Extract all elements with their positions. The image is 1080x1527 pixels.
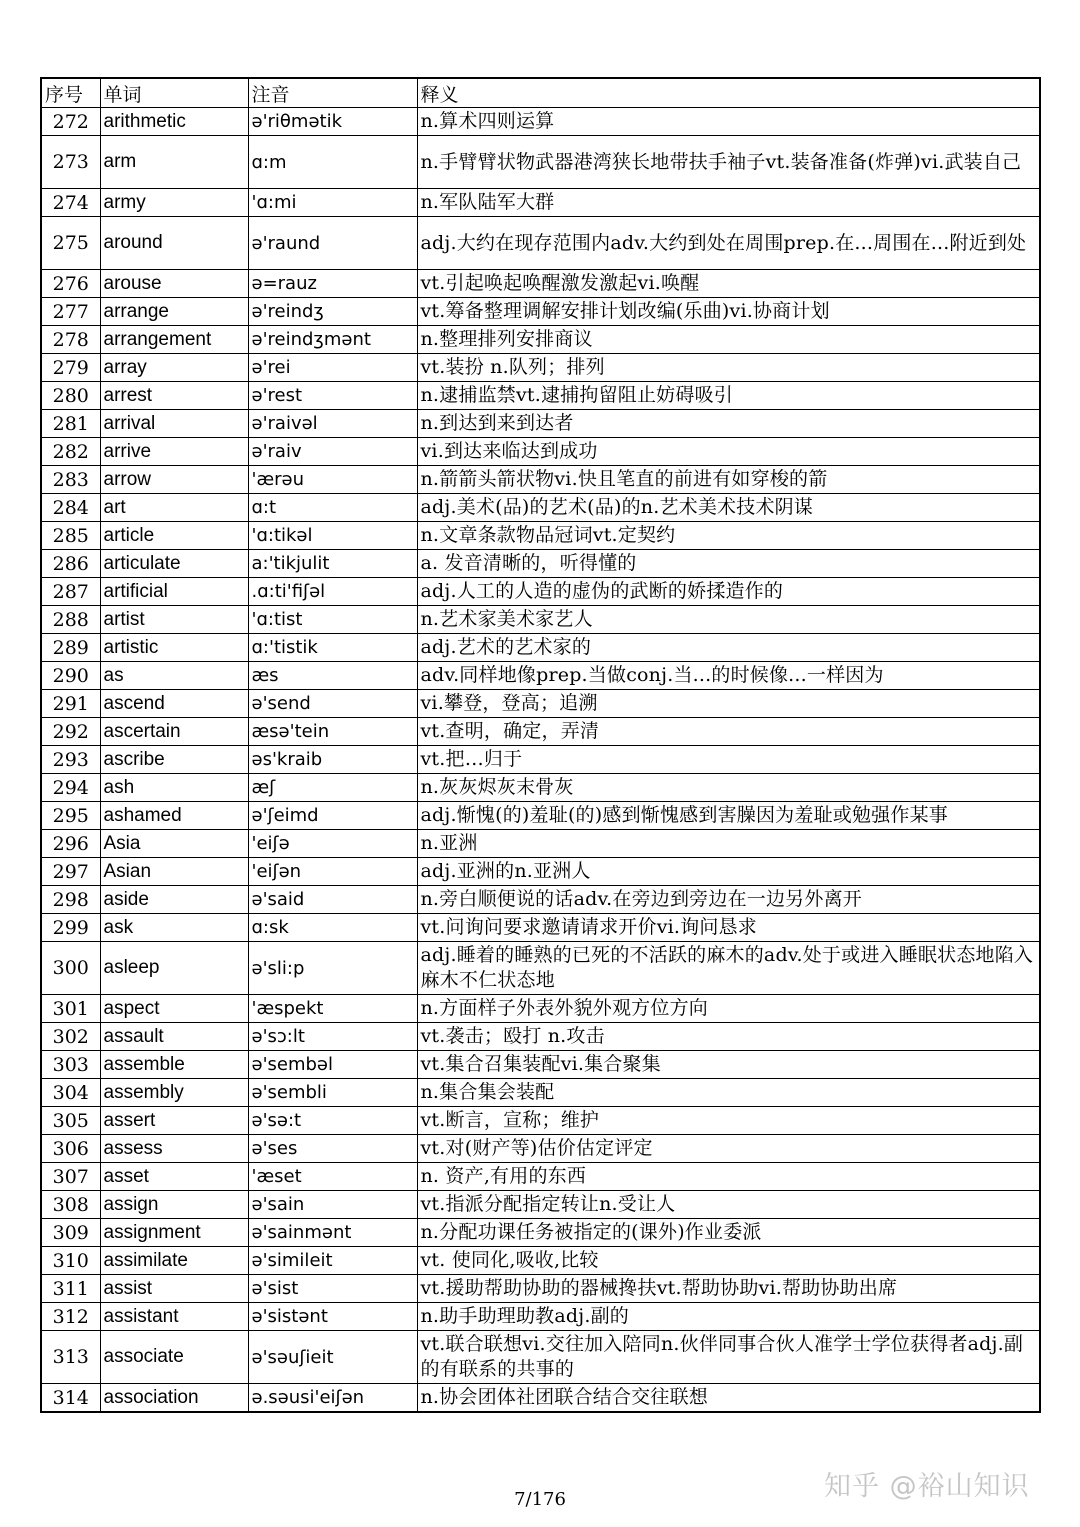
row-number: 272 (41, 108, 100, 136)
table-row (41, 410, 1040, 438)
row-number: 304 (41, 1079, 100, 1107)
row-phonetic: ə'səuʃieit (248, 1331, 417, 1384)
row-definition: vt.指派分配指定转让n.受让人 (417, 1191, 1040, 1219)
table-row (41, 1051, 1040, 1079)
table-row (41, 718, 1040, 746)
row-phonetic: 'eiʃə (248, 830, 417, 858)
row-word: ascribe (100, 746, 248, 774)
table-row (41, 189, 1040, 217)
table-row (41, 1191, 1040, 1219)
row-definition: n.艺术家美术家艺人 (417, 606, 1040, 634)
header-row (41, 78, 1040, 108)
table-row (41, 606, 1040, 634)
row-number: 274 (41, 189, 100, 217)
row-number: 303 (41, 1051, 100, 1079)
row-definition: n.逮捕监禁vt.逮捕拘留阻止妨碍吸引 (417, 382, 1040, 410)
row-definition: vt.筹备整理调解安排计划改编(乐曲)vi.协商计划 (417, 298, 1040, 326)
row-definition: n.亚洲 (417, 830, 1040, 858)
row-phonetic: ɑ:t (248, 494, 417, 522)
row-word: ascertain (100, 718, 248, 746)
table-row (41, 270, 1040, 298)
row-word: assess (100, 1135, 248, 1163)
row-number: 288 (41, 606, 100, 634)
row-word: ask (100, 914, 248, 942)
row-number: 310 (41, 1247, 100, 1275)
row-definition: vt.把…归于 (417, 746, 1040, 774)
row-number: 284 (41, 494, 100, 522)
row-phonetic: ə'reindʒ (248, 298, 417, 326)
table-row (41, 1247, 1040, 1275)
row-definition: vt.集合召集装配vi.集合聚集 (417, 1051, 1040, 1079)
watermark-text: 知乎 @裕山知识 (824, 1471, 1030, 1502)
row-phonetic: ə'raiv (248, 438, 417, 466)
row-number: 301 (41, 995, 100, 1023)
row-number: 292 (41, 718, 100, 746)
page-number: 7/176 (514, 1489, 566, 1510)
row-number: 282 (41, 438, 100, 466)
row-number: 293 (41, 746, 100, 774)
row-number: 287 (41, 578, 100, 606)
row-word: asset (100, 1163, 248, 1191)
row-number: 306 (41, 1135, 100, 1163)
row-word: ashamed (100, 802, 248, 830)
row-definition: vt.断言，宣称；维护 (417, 1107, 1040, 1135)
row-phonetic: ə'raund (248, 217, 417, 270)
row-word: assert (100, 1107, 248, 1135)
table-row (41, 942, 1040, 995)
table-row (41, 746, 1040, 774)
table-row (41, 550, 1040, 578)
table-row (41, 1303, 1040, 1331)
row-definition: vt.装扮 n.队列；排列 (417, 354, 1040, 382)
row-number: 309 (41, 1219, 100, 1247)
row-word: arrange (100, 298, 248, 326)
row-word: assembly (100, 1079, 248, 1107)
row-number: 311 (41, 1275, 100, 1303)
row-word: arrest (100, 382, 248, 410)
row-word: art (100, 494, 248, 522)
row-phonetic: ə'riθmətik (248, 108, 417, 136)
row-phonetic: ə'sistənt (248, 1303, 417, 1331)
row-word: array (100, 354, 248, 382)
table-body (41, 108, 1040, 1413)
row-phonetic: ə'said (248, 886, 417, 914)
row-word: assault (100, 1023, 248, 1051)
row-definition: vt. 使同化,吸收,比较 (417, 1247, 1040, 1275)
table-row (41, 578, 1040, 606)
header-number: 序号 (41, 78, 100, 108)
row-phonetic: ə'ʃeimd (248, 802, 417, 830)
row-word: assignment (100, 1219, 248, 1247)
row-number: 283 (41, 466, 100, 494)
row-definition: vt.问询问要求邀请请求开价vi.询问恳求 (417, 914, 1040, 942)
row-definition: adj.人工的人造的虚伪的武断的娇揉造作的 (417, 578, 1040, 606)
row-word: arrow (100, 466, 248, 494)
row-definition: n. 资产,有用的东西 (417, 1163, 1040, 1191)
row-phonetic: ə'simileit (248, 1247, 417, 1275)
row-number: 294 (41, 774, 100, 802)
table-row (41, 298, 1040, 326)
table-row (41, 1219, 1040, 1247)
row-definition: adv.同样地像prep.当做conj.当...的时候像...一样因为 (417, 662, 1040, 690)
row-number: 289 (41, 634, 100, 662)
row-phonetic: ə'sist (248, 1275, 417, 1303)
row-number: 313 (41, 1331, 100, 1384)
table-row (41, 886, 1040, 914)
row-definition: n.分配功课任务被指定的(课外)作业委派 (417, 1219, 1040, 1247)
table-row (41, 217, 1040, 270)
row-definition: adj.大约在现存范围内adv.大约到处在周围prep.在...周围在...附近到处 (417, 217, 1040, 270)
table-row (41, 1163, 1040, 1191)
row-number: 291 (41, 690, 100, 718)
table-row (41, 1107, 1040, 1135)
row-number: 277 (41, 298, 100, 326)
row-phonetic: 'ærəu (248, 466, 417, 494)
row-word: arithmetic (100, 108, 248, 136)
row-definition: n.旁白顺便说的话adv.在旁边到旁边在一边另外离开 (417, 886, 1040, 914)
table-row (41, 326, 1040, 354)
row-number: 275 (41, 217, 100, 270)
row-definition: adj.美术(品)的艺术(品)的n.艺术美术技术阴谋 (417, 494, 1040, 522)
table-row (41, 382, 1040, 410)
row-definition: adj.艺术的艺术家的 (417, 634, 1040, 662)
row-phonetic: əs'kraib (248, 746, 417, 774)
row-number: 278 (41, 326, 100, 354)
table-row (41, 466, 1040, 494)
row-number: 281 (41, 410, 100, 438)
row-word: as (100, 662, 248, 690)
table-row (41, 774, 1040, 802)
row-definition: vi.到达来临达到成功 (417, 438, 1040, 466)
row-phonetic: .ɑ:ti'fiʃəl (248, 578, 417, 606)
row-number: 279 (41, 354, 100, 382)
row-definition: n.文章条款物品冠词vt.定契约 (417, 522, 1040, 550)
table-row (41, 1135, 1040, 1163)
row-word: assistant (100, 1303, 248, 1331)
row-number: 300 (41, 942, 100, 995)
row-word: artistic (100, 634, 248, 662)
row-number: 308 (41, 1191, 100, 1219)
row-word: assimilate (100, 1247, 248, 1275)
row-number: 273 (41, 136, 100, 189)
row-phonetic: ə'sɔ:lt (248, 1023, 417, 1051)
table-row (41, 522, 1040, 550)
row-word: artist (100, 606, 248, 634)
row-number: 285 (41, 522, 100, 550)
row-definition: vt.援助帮助协助的器械搀扶vt.帮助协助vi.帮助协助出席 (417, 1275, 1040, 1303)
row-number: 297 (41, 858, 100, 886)
table-row (41, 830, 1040, 858)
row-definition: n.集合集会装配 (417, 1079, 1040, 1107)
row-word: arrive (100, 438, 248, 466)
header-word: 单词 (100, 78, 248, 108)
row-phonetic: 'ɑ:tist (248, 606, 417, 634)
row-number: 296 (41, 830, 100, 858)
table-row (41, 136, 1040, 189)
row-definition: vt.袭击；殴打 n.攻击 (417, 1023, 1040, 1051)
row-definition: adj.惭愧(的)羞耻(的)感到惭愧感到害臊因为羞耻或勉强作某事 (417, 802, 1040, 830)
row-definition: n.算术四则运算 (417, 108, 1040, 136)
row-phonetic: 'eiʃən (248, 858, 417, 886)
row-definition: n.箭箭头箭状物vi.快且笔直的前进有如穿梭的箭 (417, 466, 1040, 494)
row-word: arouse (100, 270, 248, 298)
row-number: 290 (41, 662, 100, 690)
row-phonetic: ə'sembli (248, 1079, 417, 1107)
table-row (41, 995, 1040, 1023)
row-number: 314 (41, 1384, 100, 1413)
row-phonetic: ə'send (248, 690, 417, 718)
row-word: army (100, 189, 248, 217)
row-phonetic: ə=rauz (248, 270, 417, 298)
row-word: ash (100, 774, 248, 802)
table-row (41, 494, 1040, 522)
row-definition: n.整理排列安排商议 (417, 326, 1040, 354)
table-row (41, 108, 1040, 136)
row-definition: n.手臂臂状物武器港湾狭长地带扶手袖子vt.装备准备(炸弹)vi.武装自己 (417, 136, 1040, 189)
row-definition: n.到达到来到达者 (417, 410, 1040, 438)
row-word: aspect (100, 995, 248, 1023)
table-row (41, 1079, 1040, 1107)
row-word: aside (100, 886, 248, 914)
row-phonetic: ə'sə:t (248, 1107, 417, 1135)
table-row (41, 858, 1040, 886)
row-definition: n.方面样子外表外貌外观方位方向 (417, 995, 1040, 1023)
row-phonetic: ə'sembəl (248, 1051, 417, 1079)
row-phonetic: ɑ:m (248, 136, 417, 189)
row-phonetic: æʃ (248, 774, 417, 802)
row-definition: n.军队陆军大群 (417, 189, 1040, 217)
row-phonetic: ə.səusi'eiʃən (248, 1384, 417, 1413)
row-word: association (100, 1384, 248, 1413)
table-row (41, 1331, 1040, 1384)
table-row (41, 634, 1040, 662)
row-phonetic: a:'tikjulit (248, 550, 417, 578)
table-row (41, 1023, 1040, 1051)
row-word: articulate (100, 550, 248, 578)
table-row (41, 690, 1040, 718)
row-definition: adj.亚洲的n.亚洲人 (417, 858, 1040, 886)
row-number: 307 (41, 1163, 100, 1191)
header-definition: 释义 (417, 78, 1040, 108)
row-number: 299 (41, 914, 100, 942)
row-definition: n.灰灰烬灰末骨灰 (417, 774, 1040, 802)
row-phonetic: ə'raivəl (248, 410, 417, 438)
row-phonetic: ɑ:'tistik (248, 634, 417, 662)
row-number: 286 (41, 550, 100, 578)
row-definition: vt.引起唤起唤醒激发激起vi.唤醒 (417, 270, 1040, 298)
row-phonetic: ə'sli:p (248, 942, 417, 995)
table-row (41, 354, 1040, 382)
row-word: arm (100, 136, 248, 189)
row-word: Asia (100, 830, 248, 858)
table-row (41, 914, 1040, 942)
row-phonetic: ə'rest (248, 382, 417, 410)
row-number: 298 (41, 886, 100, 914)
row-definition: vt.对(财产等)估价估定评定 (417, 1135, 1040, 1163)
row-word: ascend (100, 690, 248, 718)
row-definition: n.协会团体社团联合结合交往联想 (417, 1384, 1040, 1413)
row-number: 280 (41, 382, 100, 410)
row-phonetic: 'ɑ:mi (248, 189, 417, 217)
vocab-table (40, 77, 1041, 1413)
row-phonetic: ə'sainmənt (248, 1219, 417, 1247)
row-phonetic: ə'ses (248, 1135, 417, 1163)
row-word: assemble (100, 1051, 248, 1079)
row-phonetic: 'ɑ:tikəl (248, 522, 417, 550)
row-phonetic: ə'rei (248, 354, 417, 382)
row-definition: vt.联合联想vi.交往加入陪同n.伙伴同事合伙人准学士学位获得者adj.副的有联系的共事的 (417, 1331, 1040, 1384)
row-word: associate (100, 1331, 248, 1384)
row-definition: n.助手助理助教adj.副的 (417, 1303, 1040, 1331)
table-row (41, 662, 1040, 690)
row-phonetic: ə'sain (248, 1191, 417, 1219)
row-word: asleep (100, 942, 248, 995)
row-word: Asian (100, 858, 248, 886)
row-number: 312 (41, 1303, 100, 1331)
table-row (41, 802, 1040, 830)
row-definition: vi.攀登，登高；追溯 (417, 690, 1040, 718)
row-phonetic: 'æset (248, 1163, 417, 1191)
row-word: arrangement (100, 326, 248, 354)
row-definition: adj.睡着的睡熟的已死的不活跃的麻木的adv.处于或进入睡眠状态地陷入麻木不仁状态地 (417, 942, 1040, 995)
table-row (41, 1275, 1040, 1303)
row-definition: vt.查明，确定，弄清 (417, 718, 1040, 746)
row-definition: a. 发音清晰的，听得懂的 (417, 550, 1040, 578)
table-row (41, 438, 1040, 466)
row-number: 305 (41, 1107, 100, 1135)
row-word: artificial (100, 578, 248, 606)
row-phonetic: æsə'tein (248, 718, 417, 746)
row-word: article (100, 522, 248, 550)
row-word: arrival (100, 410, 248, 438)
row-word: assist (100, 1275, 248, 1303)
row-number: 276 (41, 270, 100, 298)
row-word: assign (100, 1191, 248, 1219)
row-number: 295 (41, 802, 100, 830)
row-phonetic: ə'reindʒmənt (248, 326, 417, 354)
row-number: 302 (41, 1023, 100, 1051)
row-phonetic: æs (248, 662, 417, 690)
table-row (41, 1384, 1040, 1413)
header-phonetic: 注音 (248, 78, 417, 108)
row-phonetic: 'æspekt (248, 995, 417, 1023)
row-phonetic: ɑ:sk (248, 914, 417, 942)
row-word: around (100, 217, 248, 270)
